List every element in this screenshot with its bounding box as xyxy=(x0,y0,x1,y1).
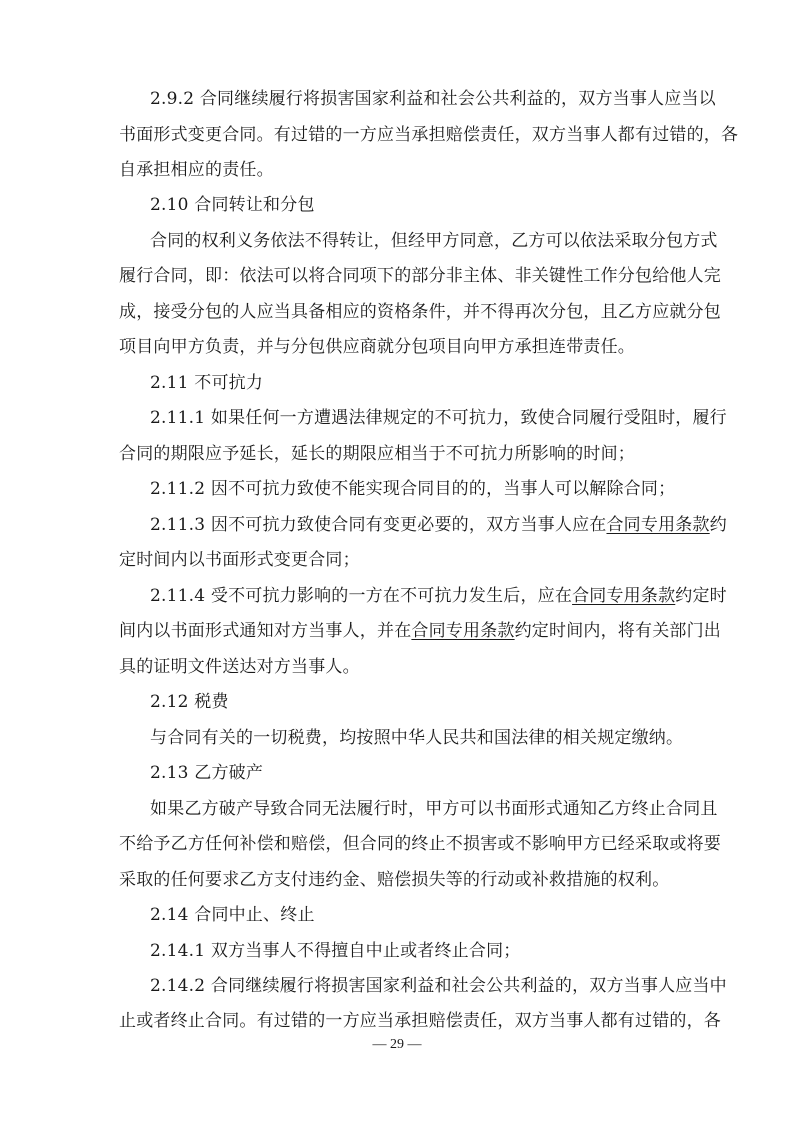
text-span: 履行合同，即：依法可以将合同项下的部分非主体、非关键性工作分包给他人完 xyxy=(119,266,721,286)
clause-2-11-4-line-3 xyxy=(119,656,679,680)
text-span: 不给予乙方任何补偿和赔偿，但合同的终止不损害或不影响甲方已经采取或将要 xyxy=(119,834,721,854)
section-heading-2-11 xyxy=(150,372,679,396)
text-span: 2.14.1 双方当事人不得擅自中止或者终止合同； xyxy=(150,941,521,961)
clause-2-14-2-line-2 xyxy=(119,1010,721,1034)
text-span: 具的证明文件送达对方当事人。 xyxy=(119,657,360,677)
clause-2-13-line-2 xyxy=(119,833,721,857)
special-terms-link: 合同专用条款 xyxy=(606,515,710,535)
text-span: 约 xyxy=(709,515,727,535)
text-span: 约定时间内，将有关部门出 xyxy=(514,621,722,641)
clause-2-14-2-line-1 xyxy=(150,975,727,999)
text-span: 自承担相应的责任。 xyxy=(119,160,274,180)
section-heading-2-14 xyxy=(150,904,679,928)
text-span: 2.14.2 合同继续履行将损害国家利益和社会公共利益的，双方当事人应当中 xyxy=(150,976,727,996)
text-span: 2.11.3 因不可抗力致使合同有变更必要的，双方当事人应在 xyxy=(150,515,607,535)
text-span: 2.11 不可抗力 xyxy=(150,373,264,393)
clause-2-10-line-1 xyxy=(150,230,718,254)
text-span: 合同的期限应予延长，延长的期限应相当于不可抗力所影响的时间； xyxy=(119,444,635,464)
text-span: 2.10 合同转让和分包 xyxy=(150,195,315,215)
text-span: 2.13 乙方破产 xyxy=(150,763,264,783)
text-span: 如果乙方破产导致合同无法履行时，甲方可以书面形式通知乙方终止合同且 xyxy=(150,799,718,819)
clause-2-10-line-3 xyxy=(119,301,721,325)
text-span: 约定时 xyxy=(675,586,727,606)
section-heading-2-10 xyxy=(150,194,679,218)
section-heading-2-12 xyxy=(150,691,679,715)
text-span: 2.12 税费 xyxy=(150,692,229,712)
clause-2-11-1-line-2 xyxy=(119,443,679,467)
clause-2-9-2-line-2 xyxy=(119,124,739,148)
text-span: 间内以书面形式通知对方当事人，并在 xyxy=(119,621,412,641)
clause-2-11-1-line-1 xyxy=(150,407,727,431)
text-span: 成，接受分包的人应当具备相应的资格条件，并不得再次分包，且乙方应就分包 xyxy=(119,302,721,322)
clause-2-11-3-line-1 xyxy=(150,514,727,538)
clause-2-11-2-line-1 xyxy=(150,478,679,502)
clause-2-14-1-line-1 xyxy=(150,940,679,964)
text-span: 2.14 合同中止、终止 xyxy=(150,905,315,925)
special-terms-link: 合同专用条款 xyxy=(572,586,676,606)
text-span: 合同的权利义务依法不得转让，但经甲方同意，乙方可以依法采取分包方式 xyxy=(150,231,718,251)
text-span: 与合同有关的一切税费，均按照中华人民共和国法律的相关规定缴纳。 xyxy=(150,728,684,748)
clause-2-12-line-1 xyxy=(150,727,684,751)
text-span: 采取的任何要求乙方支付违约金、赔偿损失等的行动或补救措施的权利。 xyxy=(119,870,670,890)
text-span: 2.9.2 合同继续履行将损害国家利益和社会公共利益的，双方当事人应当以 xyxy=(150,89,716,109)
clause-2-10-line-2 xyxy=(119,265,721,289)
text-span: 书面形式变更合同。有过错的一方应当承担赔偿责任，双方当事人都有过错的，各 xyxy=(119,125,739,145)
clause-2-11-3-line-2 xyxy=(119,549,679,573)
clause-2-9-2-line-3 xyxy=(119,159,679,183)
text-span: 定时间内以书面形式变更合同； xyxy=(119,550,360,570)
page-number: — 29 — xyxy=(372,1037,422,1052)
text-span: 2.11.2 因不可抗力致使不能实现合同目的的，当事人可以解除合同； xyxy=(150,479,676,499)
section-heading-2-13 xyxy=(150,762,679,786)
text-span: 止或者终止合同。有过错的一方应当承担赔偿责任，双方当事人都有过错的，各 xyxy=(119,1011,721,1031)
clause-2-9-2-line-1 xyxy=(150,88,716,112)
clause-2-13-line-3 xyxy=(119,869,679,893)
clause-2-10-line-4 xyxy=(119,336,679,360)
clause-2-11-4-line-1 xyxy=(150,585,727,609)
clause-2-11-4-line-2 xyxy=(119,620,722,644)
text-span: 2.11.4 受不可抗力影响的一方在不可抗力发生后，应在 xyxy=(150,586,573,606)
clause-2-13-line-1 xyxy=(150,798,718,822)
text-span: 项目向甲方负责，并与分包供应商就分包项目向甲方承担连带责任。 xyxy=(119,337,635,357)
text-span: 2.11.1 如果任何一方遭遇法律规定的不可抗力，致使合同履行受阻时，履行 xyxy=(150,408,727,428)
special-terms-link: 合同专用条款 xyxy=(411,621,515,641)
